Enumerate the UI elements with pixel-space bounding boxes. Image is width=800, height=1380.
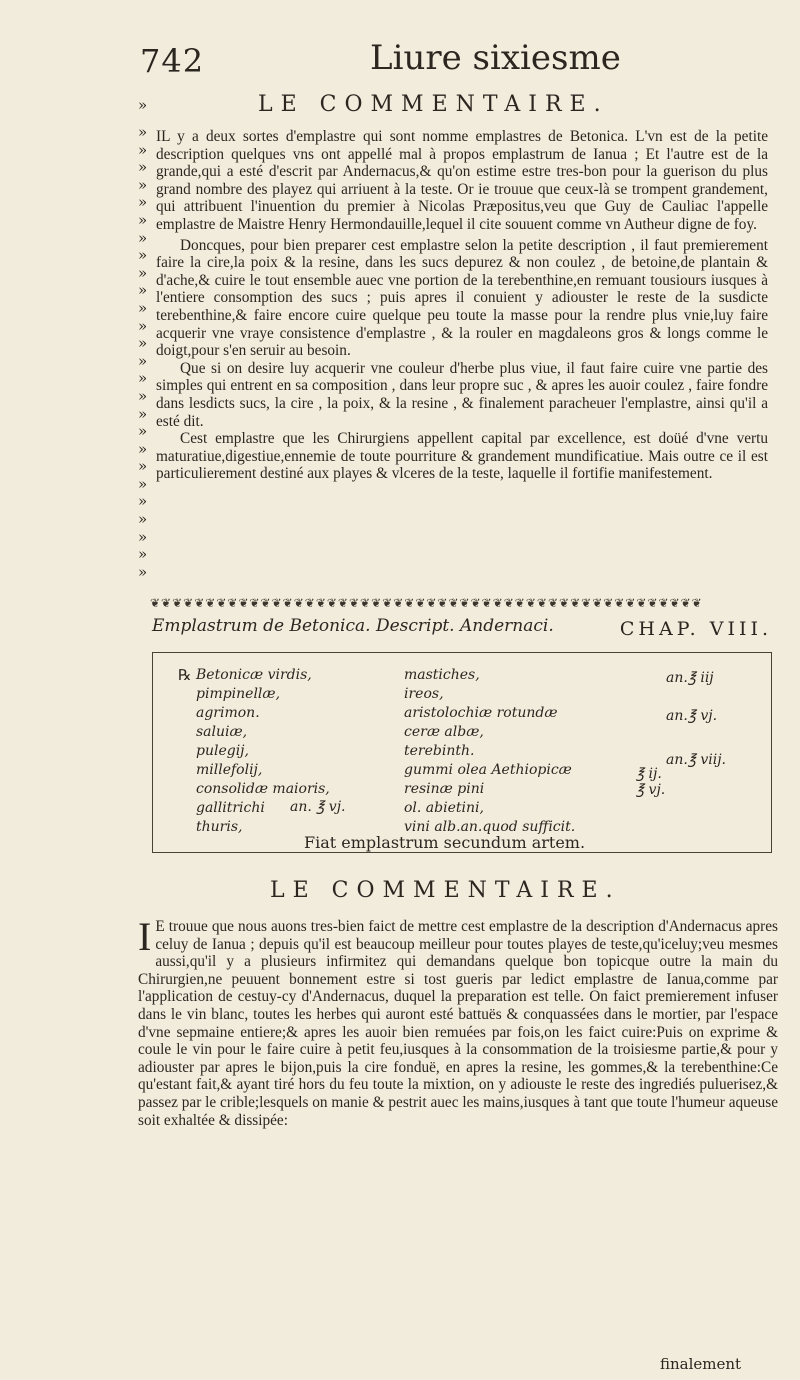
section-title: LE COMMENTAIRE. [258, 92, 609, 117]
gutter-mark: » [138, 422, 148, 441]
ingredient: consolidæ maioris, [196, 781, 330, 797]
gutter-mark: » [138, 175, 148, 194]
right-rule [771, 652, 772, 852]
ingredient: gallitrichi [196, 800, 265, 816]
gutter-mark: » [138, 158, 148, 177]
ingredient: ireos, [404, 686, 444, 702]
recipe-sign: ℞ [178, 666, 192, 684]
gutter-mark: » [138, 457, 148, 476]
ingredient: vini alb.an.quod sufficit. [404, 819, 576, 835]
drop-capital: I [138, 914, 152, 959]
ingredient: pimpinellæ, [196, 686, 281, 702]
chapter-title: Emplastrum de Betonica. Descript. Andernaci. [152, 616, 554, 636]
commentary-body [138, 914, 778, 1129]
gutter-mark: » [138, 263, 148, 282]
ingredient: millefolij, [196, 762, 263, 778]
gutter-mark: » [138, 527, 148, 546]
ingredient: ol. abietini, [404, 800, 484, 816]
quantity: an.℥ iij [666, 670, 714, 686]
paragraph: Doncques, pour bien preparer cest emplastre selon la petite description , il faut premierement faire la cire,la poix & la resine, dans les sucs depurez & non coulez , de betoine,de plantain & d'ache,& cuire le tout ensemble auec vne portion de la terebenthine,en remuant tousiours iusques à l'entiere consomption des sucs ; puis apres il conuient y adiouster le reste de la susdicte terebenthine,& faire encore cuire quelque peu toute la masse pour la rendre plus vnie,luy faire acquerir vne vraye consistence d'emplastre , & la rouler en magdaleons gros & longs comme le doigt,pour s'en seruir au besoin. [156, 236, 768, 360]
gutter-mark: » [138, 510, 148, 529]
gutter-mark: » [138, 96, 148, 114]
gutter-mark: » [138, 545, 148, 564]
left-rule [152, 652, 153, 852]
ingredient: terebinth. [404, 743, 475, 759]
gutter-mark: » [138, 369, 148, 388]
page-number: 742 [140, 42, 205, 80]
ingredients-right [404, 666, 575, 837]
gutter-mark: » [138, 404, 148, 423]
section-title-2: LE COMMENTAIRE. [270, 878, 621, 903]
ornamental-band: ❦❦❦❦❦❦❦❦❦❦❦❦❦❦❦❦❦❦❦❦❦❦❦❦❦❦❦❦❦❦❦❦❦❦❦❦❦❦❦❦❦❦❦❦❦❦❦❦❦❦ [150, 596, 703, 610]
gutter-mark: » [138, 492, 148, 511]
ingredient: thuris, [196, 819, 243, 835]
gutter-mark: » [138, 474, 148, 493]
chapter-heading [152, 616, 772, 642]
gutter-mark: » [138, 562, 148, 581]
gutter-mark: » [138, 351, 148, 370]
quantity: ℥ ij. [636, 766, 662, 782]
paragraph: E trouue que nous auons tres-bien faict de mettre cest emplastre de la description d'Andernacus apres celuy de Ianua ; depuis qu'il est beaucoup meilleur pour toutes playes de teste,qu'iceluy;veu mesmes aussi,qu'il y a plusieurs infirmitez qui demandans quelque bon topicque outre la main du Chirurgien,ne peuuent bonnement estre si tost gueris par ledict emplastre de Ianua,comme par l'application de cestuy-cy d'Andernacus, duquel la preparation est telle. On faict premierement infuser dans le vin blanc, toutes les herbes qui auront esté battuës & conquassées dans le mortier, par l'espace d'vne sepmaine entiere;& apres les auoir bien remuées par fois,on les faict cuire:Puis on exprime & coule le vin pour le faire cuire à petit feu,iusques à la consommation de la troisiesme partie,& pour y adiouster par apres le bijon,puis la cire fonduë, en apres la resine, les gommes,& la terebenthine:Ce qu'estant fait,& ayant tiré hors du feu toute la mixtion, on y adiouste le reste des ingrediés puluerisez,& passez par le crible;lesquels on manie & pestrit auec les mains,iusques à tant que toute l'humeur aqueuse soit exhaltée & dissipée: [138, 918, 778, 1129]
gutter-mark: » [138, 210, 148, 229]
gutter-mark: » [138, 439, 148, 458]
ingredient: gummi olea Aethiopicæ [404, 762, 572, 778]
quantity: an.℥ vj. [666, 708, 718, 724]
ingredient: ceræ albæ, [404, 724, 484, 740]
recipe-block [178, 666, 736, 846]
quantity: an.℥ viij. [666, 752, 727, 768]
paragraph: IL y a deux sortes d'emplastre qui sont nomme emplastres de Betonica. L'vn est de la petite description quelques vns ont appellé mal à propos emplastrum de Ianua ; Et l'autre est de la grande,qui a esté d'escrit par Andernacus,& qu'on estime estre tres-bon pour la guerison du plus grand nombre des playez qui arriuent à la teste. Or ie trouue que ceux-là se trompent grandement, qui attribuent l'inuention du premier à Nicolas Præpositus,veu que Guy de Cauliac l'appelle emplastre de Maistre Henry Hermondauille,lequel il cite souuent comme vn Autheur digne de foy. [156, 128, 768, 233]
gutter-mark: » [138, 246, 148, 265]
gutter-mark: » [138, 123, 148, 141]
quote-gutter [138, 124, 154, 584]
running-title: Liure sixiesme [370, 38, 621, 78]
gutter-mark: » [138, 193, 148, 212]
bottom-rule [152, 852, 772, 853]
gutter-mark: » [138, 298, 148, 317]
chapter-number: CHAP. VIII. [619, 618, 772, 640]
gutter-mark: » [138, 228, 148, 247]
ingredient: aristolochiæ rotundæ [404, 705, 558, 721]
ingredient: pulegij, [196, 743, 249, 759]
paragraph: Cest emplastre que les Chirurgiens appellent capital par excellence, est doüé d'vne vertu maturatiue,digestiue,ennemie de toute pourriture & grandement mundificatiue. Mais outre ce il est particulierement destiné aux playes & vlceres de la teste, laquelle il fortifie manifestement. [156, 430, 768, 483]
ingredient: mastiches, [404, 667, 480, 683]
catchword: finalement [660, 1355, 742, 1373]
gutter-mark: » [138, 334, 148, 353]
quantity: ℥ vj. [636, 782, 666, 798]
ingredient: agrimon. [196, 705, 260, 721]
ingredient: resinæ pini [404, 781, 485, 797]
left-quantity: an. ℥ vj. [290, 799, 346, 815]
gutter-mark: » [138, 140, 148, 159]
ingredient: saluiæ, [196, 724, 248, 740]
gutter-mark: » [138, 281, 148, 300]
quoted-commentary [156, 128, 768, 483]
gutter-mark: » [138, 316, 148, 335]
gutter-mark: » [138, 386, 148, 405]
paragraph: Que si on desire luy acquerir vne couleur d'herbe plus viue, il faut faire cuire vne partie des simples qui entrent en sa composition , dans leur propre suc , & apres les auoir coulez , faire fondre dans lesdicts sucs, la cire , la poix, & la resine , & finalement paracheuer l'emplastre, ainsi qu'il a esté dit. [156, 359, 768, 430]
top-rule [152, 652, 772, 653]
recipe-fiat: Fiat emplastrum secundum artem. [304, 833, 586, 852]
ingredient: Betonicæ virdis, [196, 667, 312, 683]
